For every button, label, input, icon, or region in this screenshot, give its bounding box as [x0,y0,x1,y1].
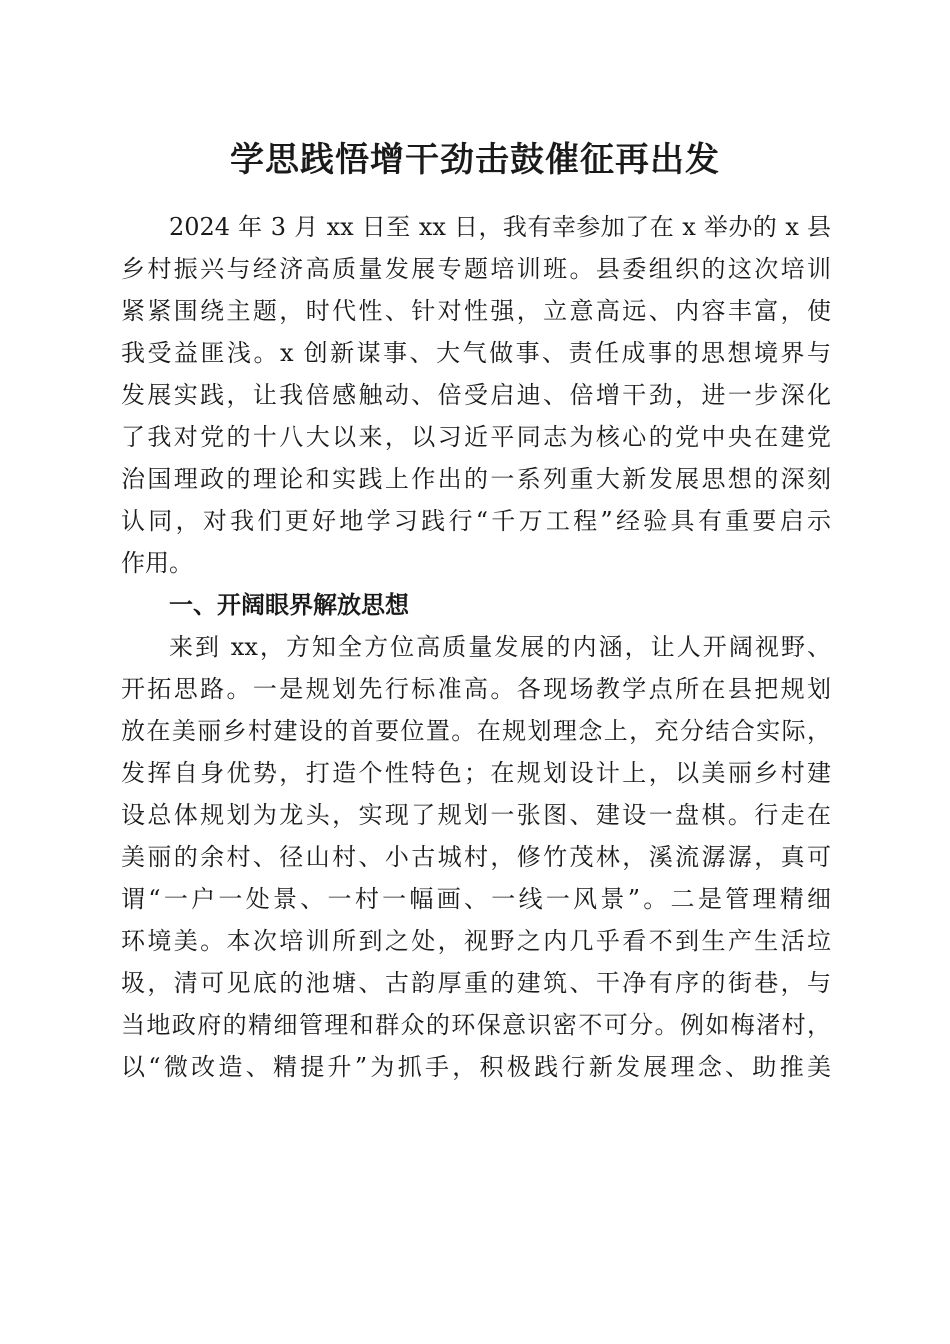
intro-line-7: 治国理政的理论和实践上作出的一系列重大新发展思想的深刻 [121,465,831,493]
intro-line-3: 紧紧围绕主题，时代性、针对性强，立意高远、内容丰富，使 [121,297,831,325]
section1-line-2: 开拓思路。一是规划先行标准高。各现场教学点所在县把规划 [121,675,831,703]
section1-line-9: 圾，清可见底的池塘、古韵厚重的建筑、干净有序的街巷，与 [121,969,831,997]
intro-line-8: 认同，对我们更好地学习践行“千万工程”经验具有重要启示 [121,507,831,535]
intro-line-4: 我受益匪浅。x 创新谋事、大气做事、责任成事的思想境界与 [121,339,831,367]
section1-line-6: 美丽的余村、径山村、小古城村，修竹茂林，溪流潺潺，真可 [121,843,831,871]
section1-line-1: 来到 xx，方知全方位高质量发展的内涵，让人开阔视野、 [169,633,831,661]
intro-line-5: 发展实践，让我倍感触动、倍受启迪、倍增干劲，进一步深化 [121,381,831,409]
intro-line-6: 了我对党的十八大以来，以习近平同志为核心的党中央在建党 [121,423,831,451]
section1-line-11: 以“微改造、精提升”为抓手，积极践行新发展理念、助推美 [121,1053,831,1081]
section1-line-5: 设总体规划为龙头，实现了规划一张图、建设一盘棋。行走在 [121,801,831,829]
intro-line-1: 2024 年 3 月 xx 日至 xx 日，我有幸参加了在 x 举办的 x 县 [169,213,831,241]
section1-line-8: 环境美。本次培训所到之处，视野之内几乎看不到生产生活垃 [121,927,831,955]
intro-line-2: 乡村振兴与经济高质量发展专题培训班。县委组织的这次培训 [121,255,831,283]
section1-line-10: 当地政府的精细管理和群众的环保意识密不可分。例如梅渚村， [121,1011,831,1039]
section1-line-3: 放在美丽乡村建设的首要位置。在规划理念上，充分结合实际， [121,717,831,745]
section1-line-4: 发挥自身优势，打造个性特色；在规划设计上，以美丽乡村建 [121,759,831,787]
intro-line-9: 作用。 [121,549,193,577]
section-heading-1: 一、开阔眼界解放思想 [169,591,409,619]
document-title: 学思践悟增干劲击鼓催征再出发 [230,140,720,180]
section1-line-7: 谓“一户一处景、一村一幅画、一线一风景”。二是管理精细 [121,885,831,913]
